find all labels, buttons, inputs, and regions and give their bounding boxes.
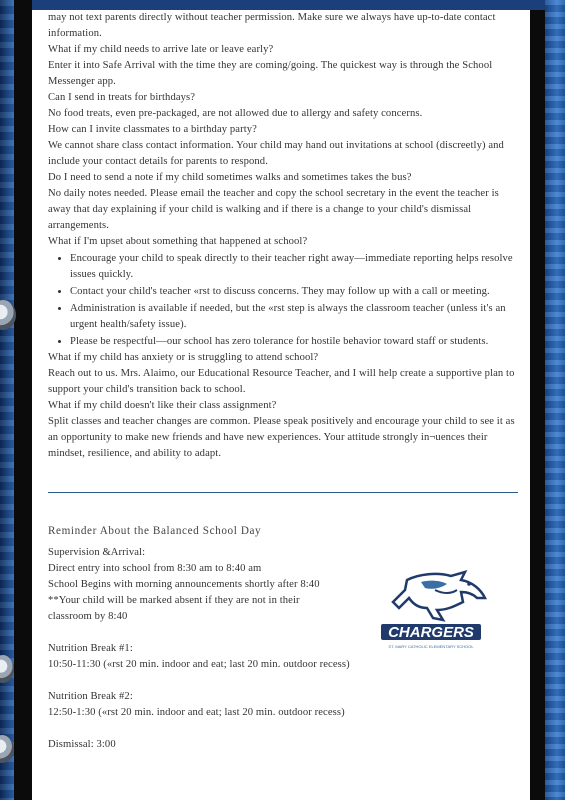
upset-steps-list bbox=[48, 250, 518, 350]
logo-subtext: ST. MARY CATHOLIC ELEMENTARY SCHOOL bbox=[388, 644, 474, 649]
schedule-line: **Your child will be marked absent if they are not in their bbox=[48, 595, 300, 606]
list-item: • Encourage your child to speak directly to their teacher right away—immediate reporting helps resolve issues quickly. bbox=[70, 250, 518, 283]
schedule-line: classroom by 8:40 bbox=[48, 611, 128, 622]
faq-question: How can I invite classmates to a birthday party? bbox=[48, 124, 257, 135]
faq-answer: No food treats, even pre-packaged, are not allowed due to allergy and safety concerns. bbox=[48, 108, 423, 119]
faq-answer: We cannot share class contact information. Your child may hand out invitations at school (discreetly) and include your contact details for parents to respond. bbox=[48, 140, 504, 167]
faq-question: Do I need to send a note if my child sometimes walks and sometimes takes the bus? bbox=[48, 172, 412, 183]
faq-question: Can I send in treats for birthdays? bbox=[48, 92, 196, 103]
faq-answer: Split classes and teacher changes are common. Please speak positively and encourage your child to see it as an opportunity to make new friends and have new experiences. Your attitude strongly in¬uences their mindset, resilience, and ability to adapt. bbox=[48, 416, 515, 459]
break-time: 12:50-1:30 («rst 20 min. indoor and eat; last 20 min. outdoor recess) bbox=[48, 707, 345, 718]
list-item: • Contact your child's teacher «rst to discuss concerns. They may follow up with a call or meeting. bbox=[70, 283, 518, 300]
newsletter-page bbox=[32, 10, 530, 800]
schedule-line: Direct entry into school from 8:30 am to 8:40 am bbox=[48, 563, 262, 574]
supervision-label: Supervision &Arrival: bbox=[48, 547, 146, 558]
logo-wordmark: CHARGERS bbox=[388, 624, 474, 641]
faq-answer: Enter it into Safe Arrival with the time they are coming/going. The quickest way is through the School Messenger app. bbox=[48, 60, 493, 87]
horse-logo-icon bbox=[377, 568, 502, 658]
break-time: 10:50-11:30 («rst 20 min. indoor and eat; last 20 min. outdoor recess) bbox=[48, 659, 350, 670]
frame-bar-left bbox=[14, 0, 32, 800]
break-label: Nutrition Break #1: bbox=[48, 643, 133, 654]
frame-bar-right bbox=[530, 10, 545, 800]
section-divider bbox=[48, 492, 518, 493]
reminder-title: Reminder About the Balanced School Day bbox=[48, 525, 262, 537]
break-label: Nutrition Break #2: bbox=[48, 691, 133, 702]
faq-question: What if my child needs to arrive late or leave early? bbox=[48, 44, 274, 55]
chargers-logo bbox=[377, 568, 502, 658]
locker-background-right bbox=[545, 0, 565, 800]
faq-question: What if I'm upset about something that happened at school? bbox=[48, 236, 308, 247]
dismissal-time: Dismissal: 3:00 bbox=[48, 739, 116, 750]
faq-answer: No daily notes needed. Please email the teacher and copy the school secretary in the event the teacher is away that day explaining if your child is walking and if there is a change to your child's dismissal arrangements. bbox=[48, 188, 499, 231]
schedule-line: School Begins with morning announcements shortly after 8:40 bbox=[48, 579, 320, 590]
faq-question: What if my child has anxiety or is struggling to attend school? bbox=[48, 352, 319, 363]
faq-answer: Reach out to us. Mrs. Alaimo, our Educational Resource Teacher, and I will help create a supportive plan to support your child's transition back to school. bbox=[48, 368, 515, 395]
list-item: • Administration is available if needed, but the «rst step is always the classroom teacher (unless it's an urgent health/safety issue). bbox=[70, 300, 518, 333]
faq-question: What if my child doesn't like their class assignment? bbox=[48, 400, 277, 411]
faq-intro: may not text parents directly without teacher permission. Make sure we always have up-to-date contact information. bbox=[48, 12, 496, 39]
list-item: • Please be respectful—our school has zero tolerance for hostile behavior toward staff or students. bbox=[70, 333, 518, 350]
